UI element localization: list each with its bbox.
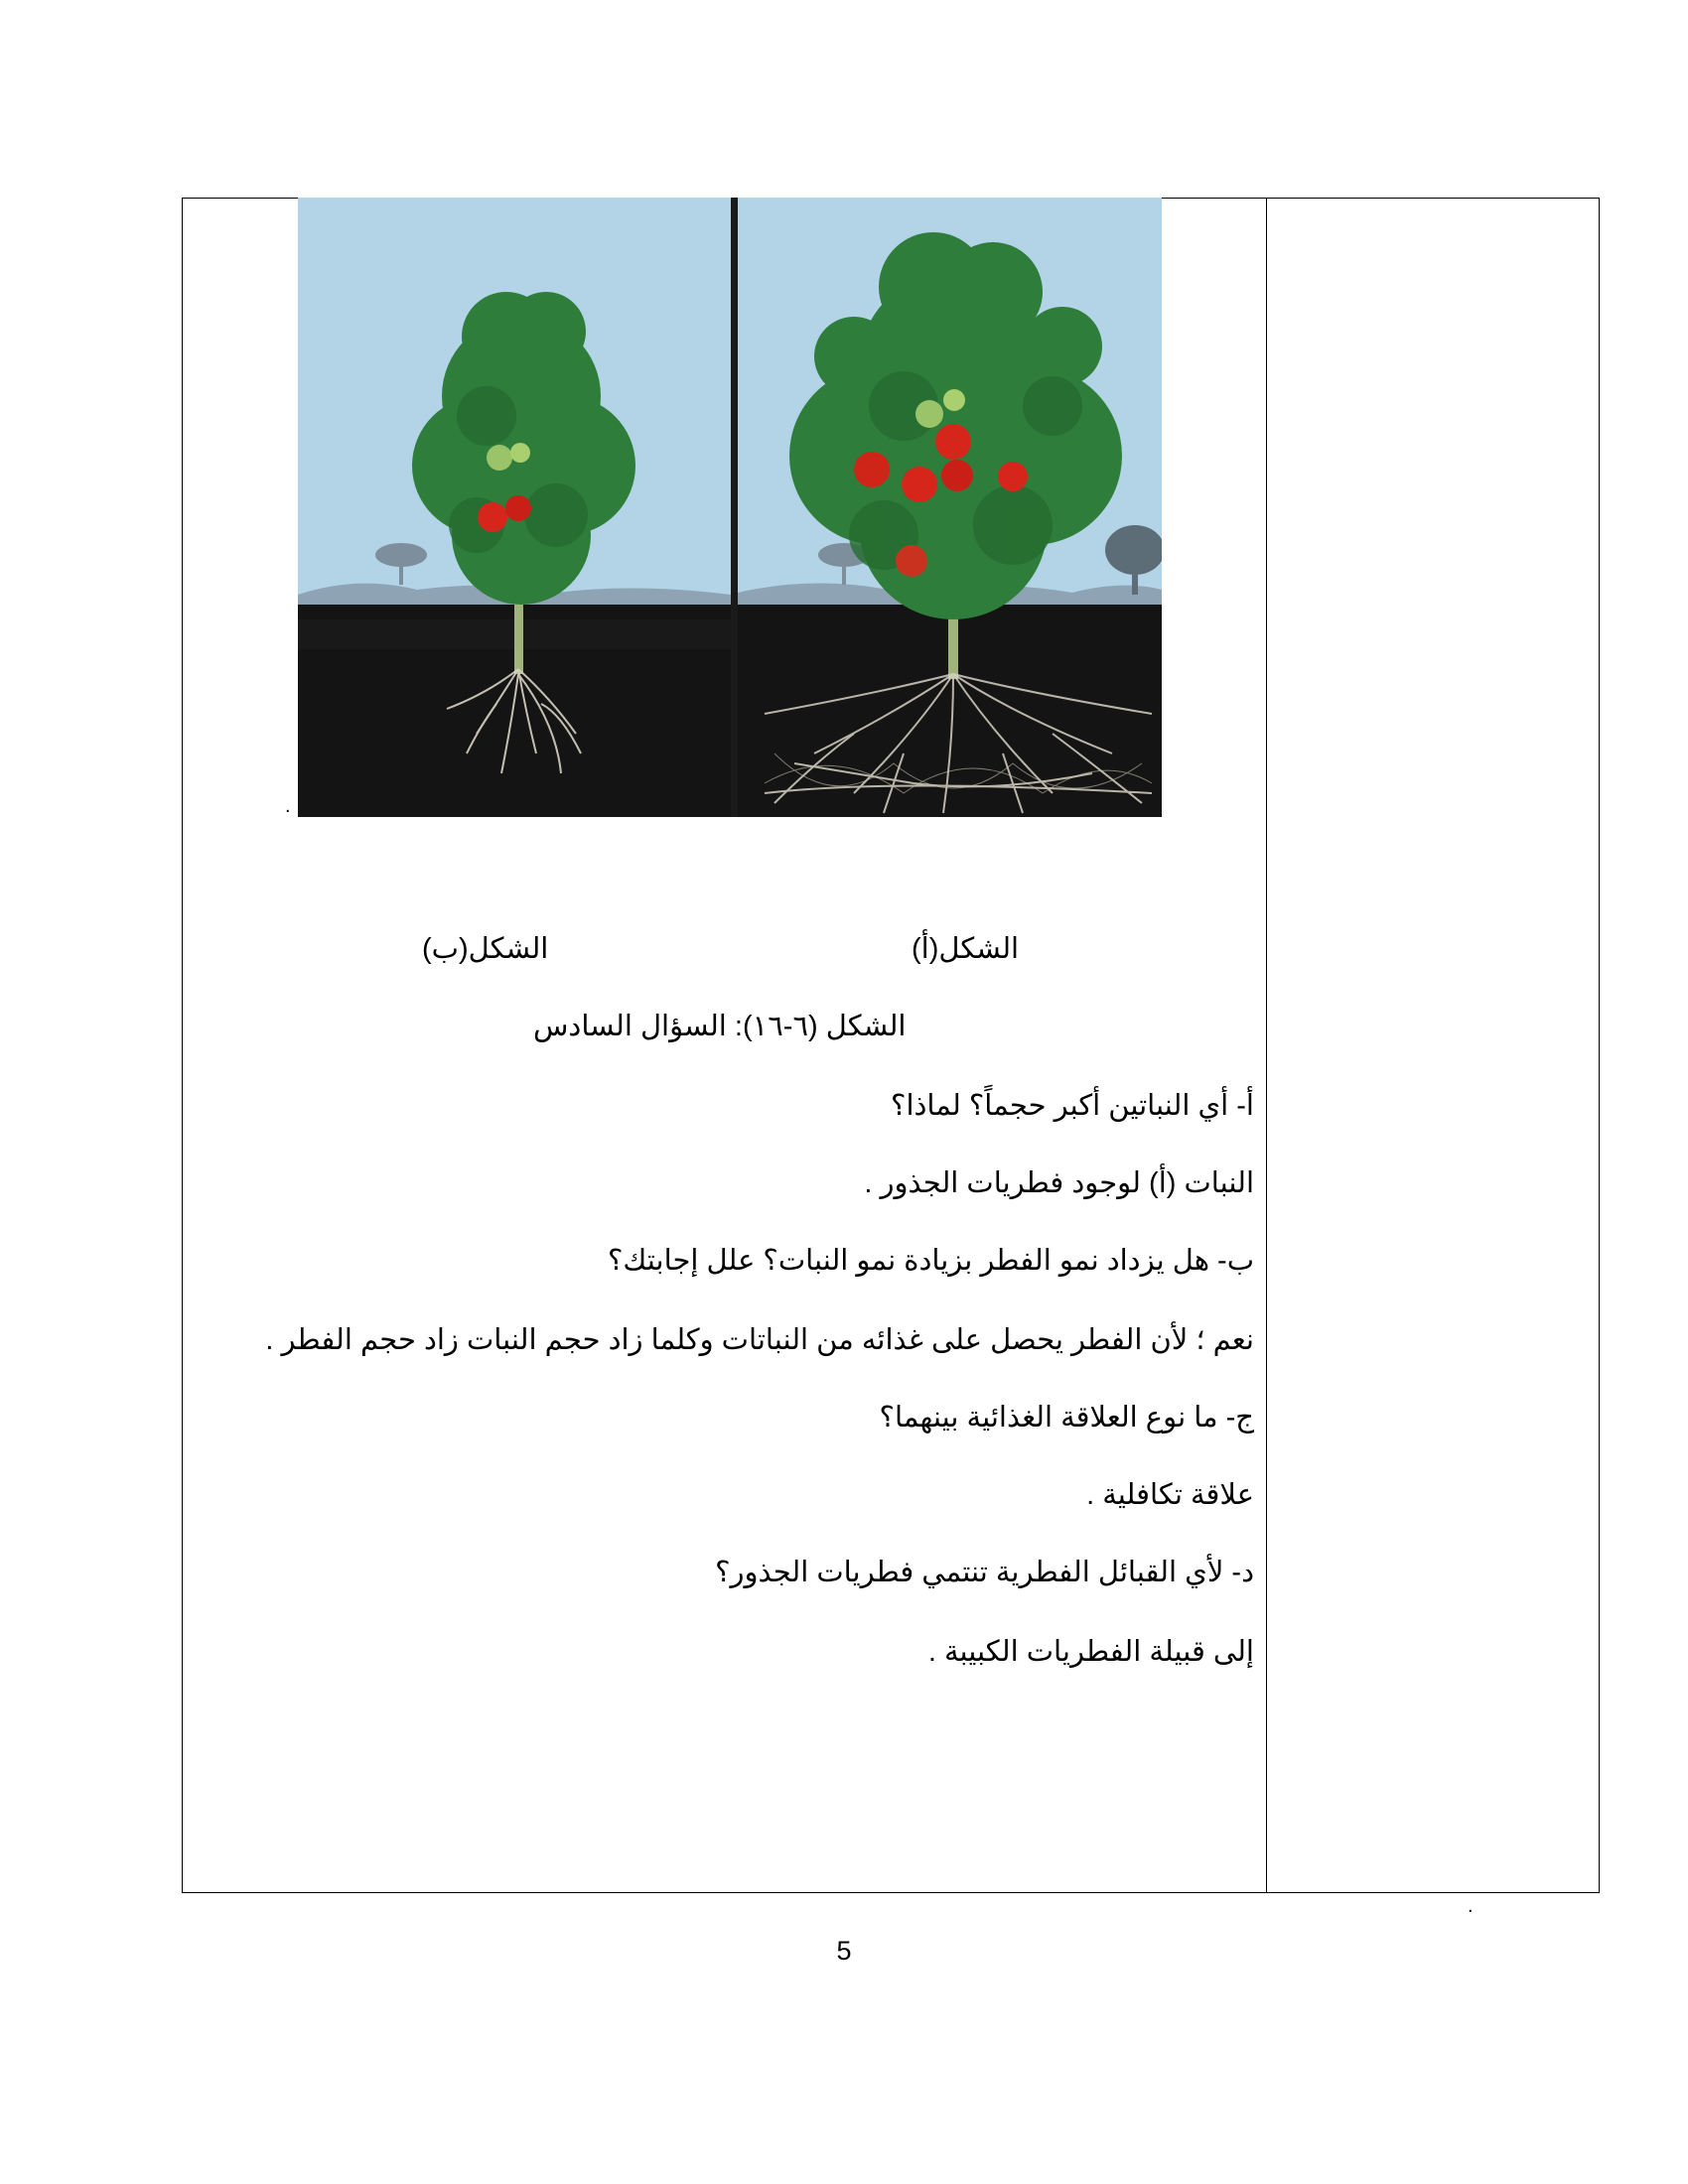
figure-label-a: الشكل(أ): [912, 933, 1020, 965]
page-number: 5: [836, 1936, 852, 1966]
question-c: ج- ما نوع العلاقة الغذائية بينهما؟: [879, 1402, 1254, 1433]
question-b: ب- هل يزداد نمو الفطر بزيادة نمو النبات؟ علل إجابتك؟: [607, 1245, 1254, 1277]
stray-dot-bottom: .: [1468, 1895, 1474, 1917]
panel-b: [298, 198, 731, 817]
table-column-divider: [1266, 198, 1267, 1893]
question-d: د- لأي القبائل الفطرية تنتمي فطريات الجذور؟: [715, 1557, 1254, 1588]
answer-d: إلى قبيلة الفطريات الكبيبة .: [927, 1636, 1254, 1668]
answer-a: النبات (أ) لوجود فطريات الجذور .: [864, 1167, 1254, 1199]
stray-dot-left: .: [285, 795, 291, 817]
figure-caption: الشكل (٦-١٦): السؤال السادس: [533, 1011, 907, 1042]
answer-c: علاقة تكافلية .: [1086, 1479, 1254, 1511]
answer-b: نعم ؛ لأن الفطر يحصل على غذائه من النباتات وكلما زاد حجم النبات زاد حجم الفطر .: [265, 1324, 1254, 1356]
panel-a: [738, 198, 1162, 817]
question-a: أ- أي النباتين أكبر حجماً؟ لماذا؟: [891, 1090, 1254, 1122]
tomato-plants-figure: [298, 198, 1162, 817]
figure-label-b: الشكل(ب): [422, 933, 549, 965]
